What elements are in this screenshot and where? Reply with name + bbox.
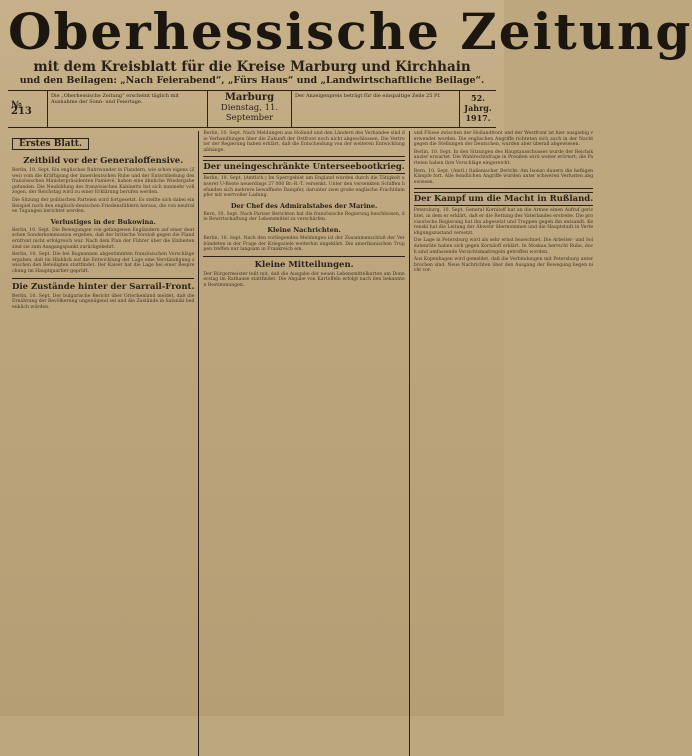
issue-date: Dienstag, 11. September (220, 103, 279, 123)
article-text: Berlin, 10. Sept. In den Sitzungen des Hauptausschusses wurde der Reichskanzler erwartet. Die Wahlrechtsfrage in Preußen wird weiter erörtert; die Parteien haben ihre Vorschläge eingereicht. (413, 149, 594, 166)
headline: Der Chef des Admiralstabes der Marine. (230, 201, 378, 210)
newspaper-subtitle: mit dem Kreisblatt für die Kreise Marburg und Kirchhain (33, 59, 471, 75)
article-text: Die Lage in Petersburg wird als sehr ernst bezeichnet. Die Arbeiter- und Soldatenräte haben sich gegen Korniloff erklärt. In Moskau herrscht Ruhe, doch sind umfassende Vorsichtsmaßregeln getroffen worden. (413, 238, 594, 255)
column-3 (410, 131, 597, 756)
volume: 52. Jahrg. (464, 93, 492, 113)
article-text: Berlin, 10. Sept. Die bei Bugeannen abgestimmten französischen Vorschläge ergaben, daß im Hinblick auf die Entwicklung der Lage eine Verständigung zwischen den Beteiligten stattfindet. Der Kaiser hat die Lage bei einer Besprechung im Hauptquartier geprüft. (12, 252, 195, 274)
divider (414, 188, 593, 189)
article-text: Berlin, 10. Sept. Nach den vorliegenden Meldungen ist der Zusammenschluß der Verbündeten in der Frage der Kriegsziele weiterhin ungeklärt. Die amerikanischen Truppen treffen nur langsam in Frankreich ein. (203, 235, 405, 253)
article-text: Die Sitzung der politischen Parteien wird fortgesetzt. Es stellte sich dabei ein Beispiel nach den englisch-deutschen Friedensfühlern heraus, die von neutralen Tagungen berichtet werden. (12, 197, 195, 215)
article-text: und Flüsse zwischen der Hollandfront und der Westfront ist hier ausgiebig verwendet worden. Die englischen Angriffe richteten sich auch in der Nacht gegen die Stellungen der Deutschen, wurden aber überall abgewiesen. (413, 131, 594, 148)
newspaper-supplements: und den Beilagen: „Nach Feierabend“, „Fürs Haus“ und „Landwirtschaftliche Beilage“. (19, 75, 485, 86)
column-2 (199, 131, 409, 756)
newspaper-title: Oberhessische Zeitung (8, 2, 692, 61)
publisher-note: Die „Oberhessische Zeitung“ erscheint täglich mit Ausnahme der Sonn- und Feiertage. (48, 91, 208, 127)
issue-number: № 213 (8, 91, 48, 127)
city: Marburg (224, 92, 275, 103)
article-text: Bern, 10. Sept. (Amtl.) Italienischer Bericht: Am Isonzo dauern die heftigen Kämpfe fort. Alle feindlichen Angriffe wurden unter schweren Verlusten abgewiesen. (413, 168, 594, 185)
article-text: Berlin, 10. Sept. Ein englisches Ruhrwunder in Flandern, wie schon eigens (Zwei) vom die Kräftigung der innerdeutschen Ruhe und der Entschließung des französischen Ministerpräsidenten Painlevé, haben eine ähnliche Wiedergabe gefunden. Die Neubildung des französischen Kabinetts hat sich nunmehr vollzogen, der Reichstag wird zu einer Erklärung berufen werden. (12, 168, 195, 196)
date-box (208, 91, 292, 127)
article-text: Bern, 10. Sept. Nach Pariser Berichten hat die französische Regierung beschlossen, die Bewirtschaftung der Lebensmittel zu verschärfen. (203, 211, 405, 223)
article-text: Berlin, 10. Sept. (Amtlich.) Im Sperrgebiet um England wurden durch die Tätigkeit unserer U-Boote neuerdings 27 000 Br.-R.-T. versenkt. Unter den versenkten Schiffen befanden sich mehrere bewaffnete Dampfer, darunter zwei große englische Frachtdampfer mit wertvoller Ladung. (203, 176, 405, 199)
headline: Zeitbild vor der Generaloffensive. (23, 156, 184, 166)
headline: Kleine Mitteilungen. (254, 259, 354, 270)
ads-note: Der Anzeigenpreis beträgt für die einspaltige Zeile 25 Pf. (292, 91, 460, 127)
article-text: Aus Kopenhagen wird gemeldet, daß die Verbindungen mit Petersburg unterbrochen sind. Neue Nachrichten über den Ausgang der Bewegung liegen nicht vor. (413, 257, 594, 274)
column-1 (8, 131, 199, 756)
divider (203, 156, 404, 157)
article-text: Berlin, 10. Sept. Nach Meldungen aus Holland und den Ländern des Verbandes sind die Verhandlungen über die Zukunft der Ostfront noch nicht abgeschlossen. Die Vertreter der Regierung haben erklärt, daß die Entscheidung von der weiteren Entwicklung abhänge. (203, 131, 405, 153)
section-label: Erstes Blatt. (12, 138, 89, 150)
article-text: Berlin, 10. Sept. Die Bewegungen von gefangenen Engländern auf einer deutschen Sonderkommission ergeben, daß der britische Vorstoß gegen die Flandernfront nicht erfolgreich war. Nach dem Plan der Führer über die Einheiten sind sie zum Ausgangspunkt zurückgekehrt. (12, 227, 195, 250)
headline: Die Zustände hinter der Sarrail-Front. (12, 281, 195, 292)
article-text: Der Bürgermeister teilt mit, daß die Ausgabe der neuen Lebensmittelkarten am Donnerstag im Rathause stattfindet. Die Abgabe von Kartoffeln erfolgt nach den bekannten Bestimmungen. (203, 271, 405, 288)
divider (203, 256, 404, 257)
headline: Der uneingeschränkte Unterseebootkrieg. (203, 162, 405, 173)
headline: Verlustiges in der Bukowina. (50, 217, 156, 226)
article-text: Petersburg, 10. Sept. General Korniloff hat an die Armee einen Aufruf gerichtet, in dem er erklärt, daß er die Rettung des Vaterlandes erstrebe. Die provisorische Regierung hat ihn abgesetzt und Truppen gegen ihn entsandt. Kerenski hat die Leitung der Abwehr übernommen und die Hauptstadt in Verteidigungszustand versetzt. (413, 208, 594, 236)
headline: Kleine Nachrichten. (267, 225, 341, 234)
year-box (460, 91, 496, 127)
headline: Der Kampf um die Macht in Rußland. (413, 194, 594, 205)
article-columns (8, 131, 594, 756)
divider (12, 278, 194, 279)
masthead (8, 2, 692, 91)
year: 1917. (465, 113, 491, 123)
article-text: Berlin, 10. Sept. Der bulgarische Bericht über Griechenland meldet, daß die Ernährung der Bevölkerung ungenügend sei und die Zustände in Saloniki bedenklich würden. (12, 293, 195, 310)
info-bar (8, 91, 496, 128)
